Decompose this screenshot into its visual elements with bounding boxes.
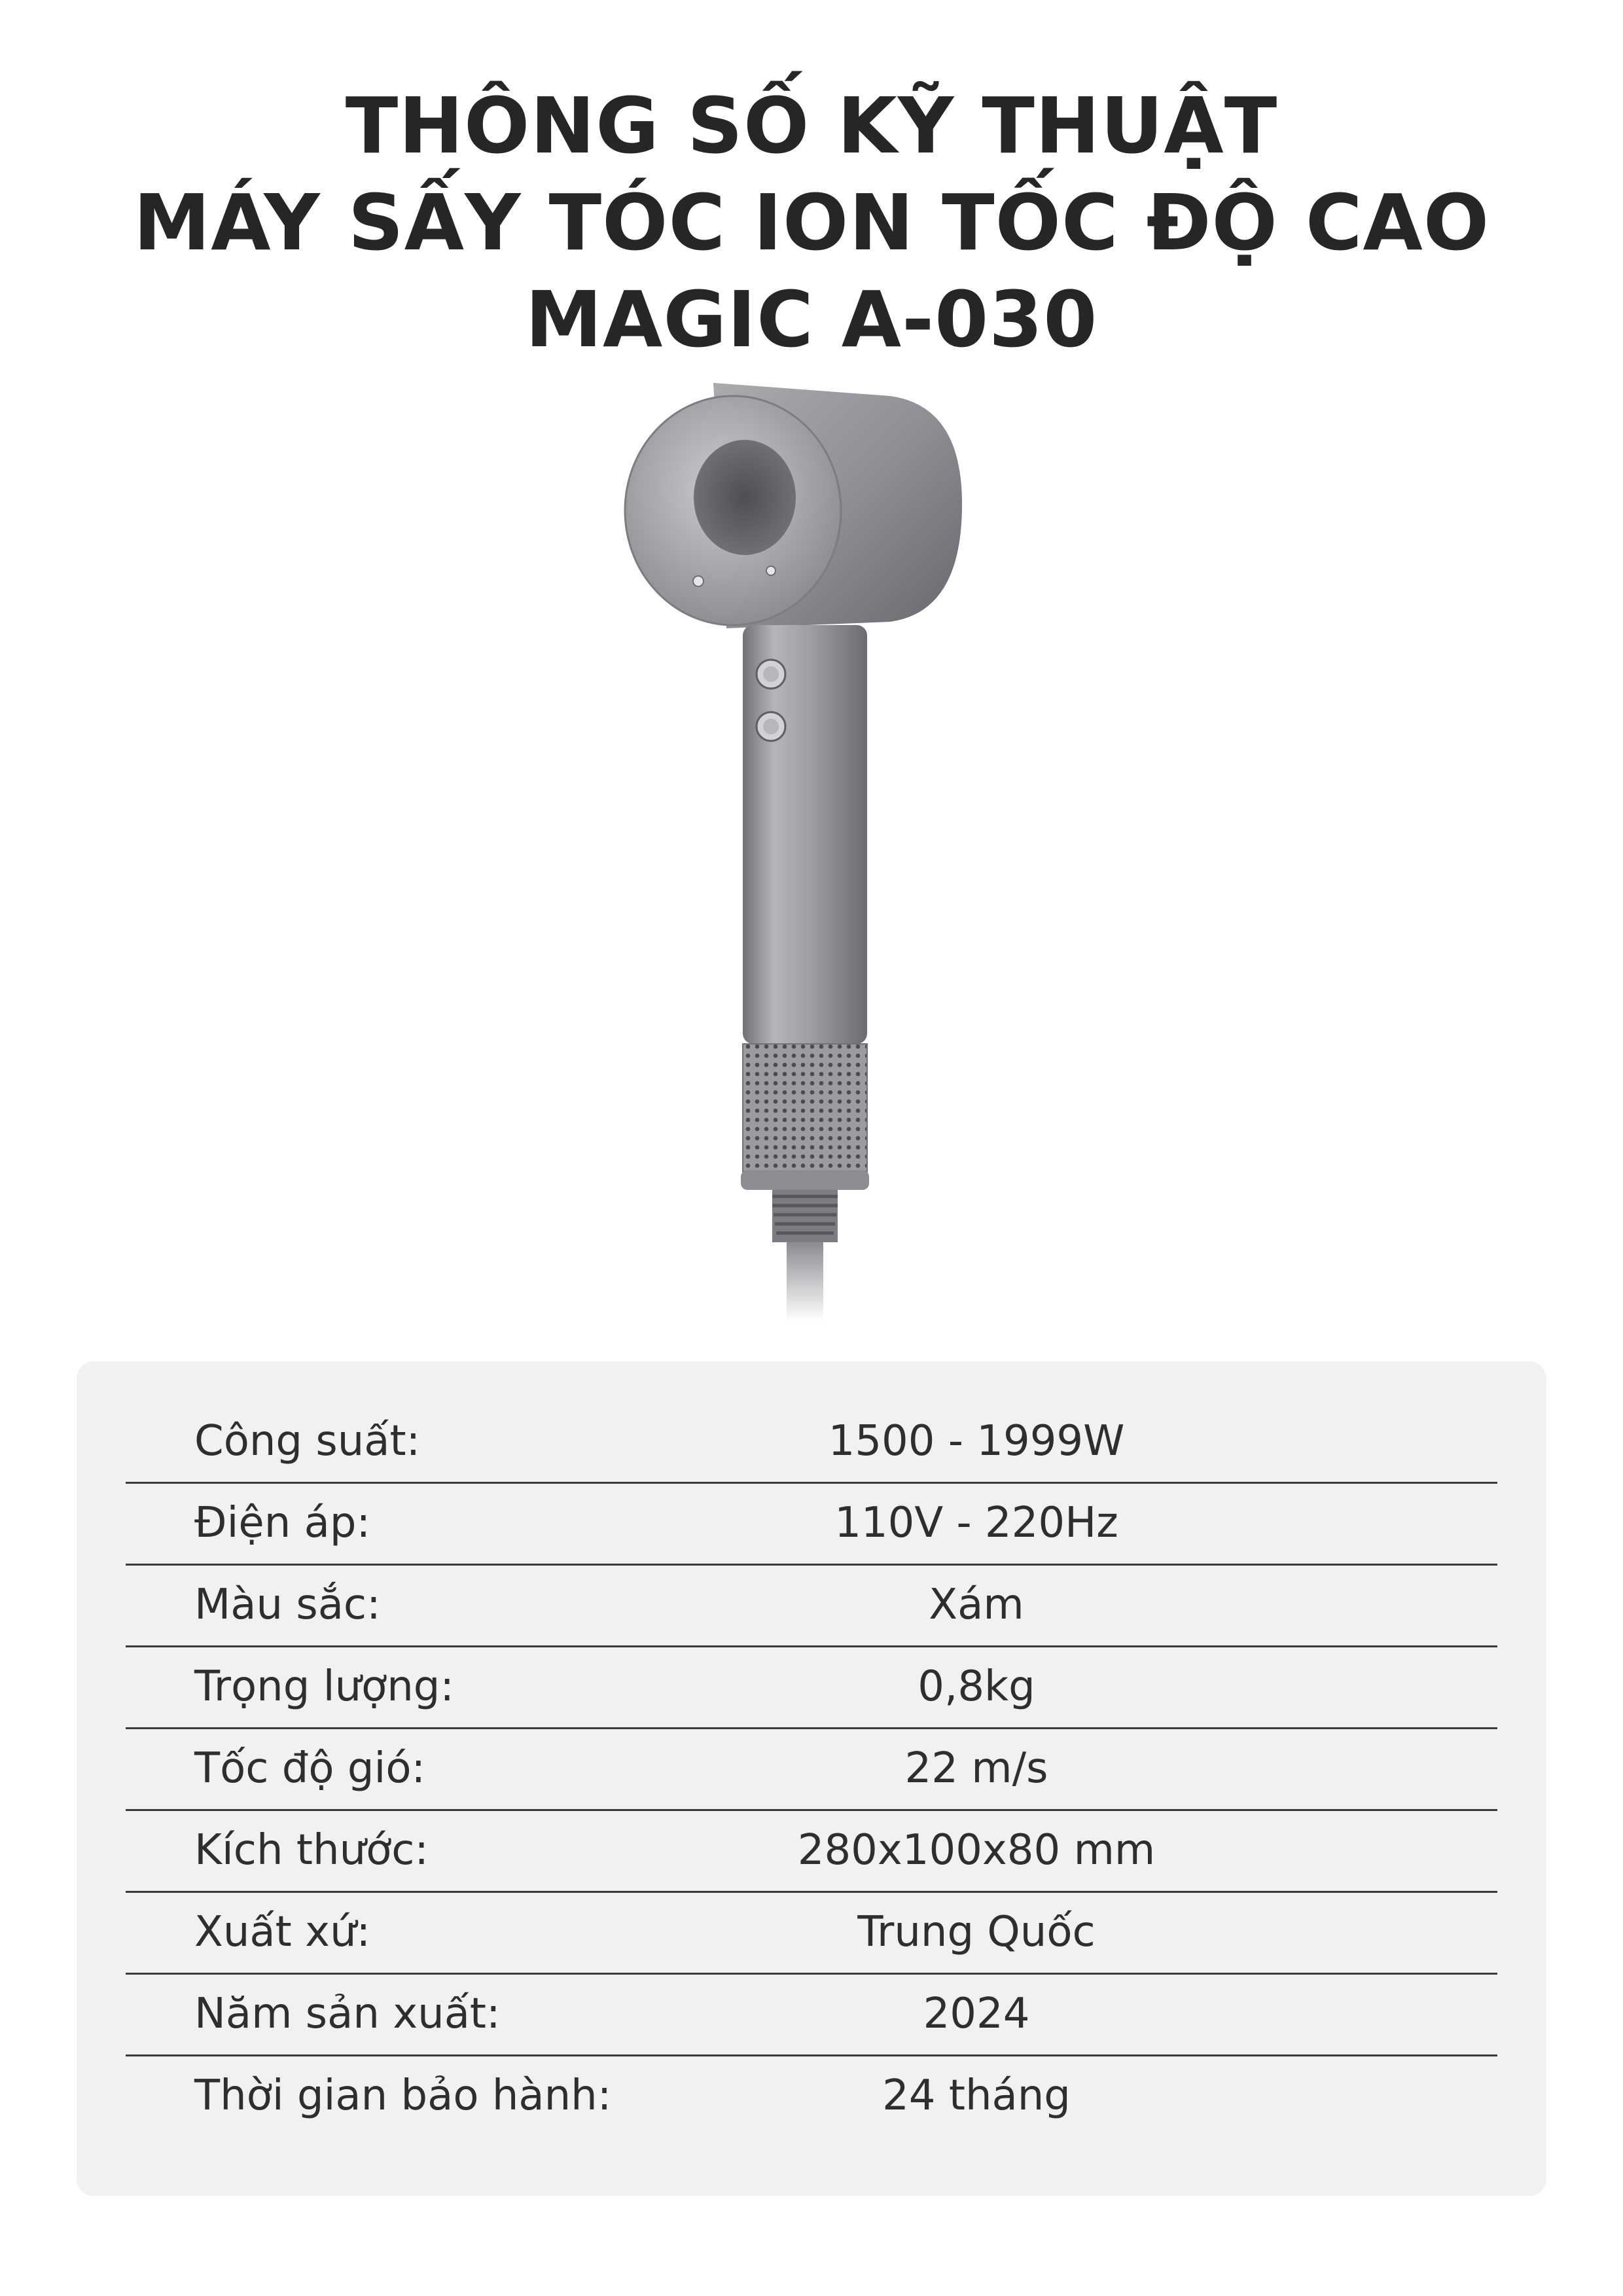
spec-row-warranty [126, 2055, 1497, 2136]
spec-row-year [126, 1973, 1497, 2056]
spec-value: 280x100x80 mm [797, 1826, 1156, 1874]
spec-row-weight [126, 1646, 1497, 1729]
spec-label: Tốc độ gió: [194, 1744, 426, 1793]
spec-row-wind-speed [126, 1728, 1497, 1811]
spec-label: Màu sắc: [194, 1581, 381, 1629]
spec-row-color [126, 1564, 1497, 1647]
hair-dryer-image [615, 373, 1034, 1329]
spec-label: Điện áp: [194, 1499, 371, 1547]
page-title [0, 77, 1623, 368]
spec-value: 22 m/s [904, 1744, 1048, 1793]
spec-row-power [126, 1401, 1497, 1484]
spec-label: Thời gian bảo hành: [194, 2072, 612, 2120]
spec-value: 0,8kg [918, 1662, 1035, 1711]
spec-value: Xám [929, 1581, 1024, 1629]
spec-value: 1500 - 1999W [828, 1417, 1125, 1465]
spec-value: 24 tháng [882, 2072, 1071, 2120]
spec-row-voltage [126, 1482, 1497, 1566]
spec-label: Công suất: [194, 1417, 421, 1465]
spec-label: Kích thước: [194, 1826, 429, 1874]
spec-table [77, 1361, 1546, 2196]
hair-dryer-icon [615, 373, 1034, 1329]
title-line-3: MAGIC A-030 [525, 274, 1098, 365]
spec-label: Trọng lượng: [194, 1662, 454, 1711]
spec-label: Năm sản xuất: [194, 1990, 501, 2038]
title-line-2: MÁY SẤY TÓC ION TỐC ĐỘ CAO [133, 177, 1490, 268]
title-line-1: THÔNG SỐ KỸ THUẬT [345, 81, 1278, 171]
spec-value: Trung Quốc [857, 1908, 1096, 1956]
spec-value: 2024 [923, 1990, 1030, 2038]
spec-value: 110V - 220Hz [834, 1499, 1118, 1547]
spec-row-dimensions [126, 1810, 1497, 1893]
spec-label: Xuất xứ: [194, 1908, 371, 1956]
spec-row-origin [126, 1892, 1497, 1975]
